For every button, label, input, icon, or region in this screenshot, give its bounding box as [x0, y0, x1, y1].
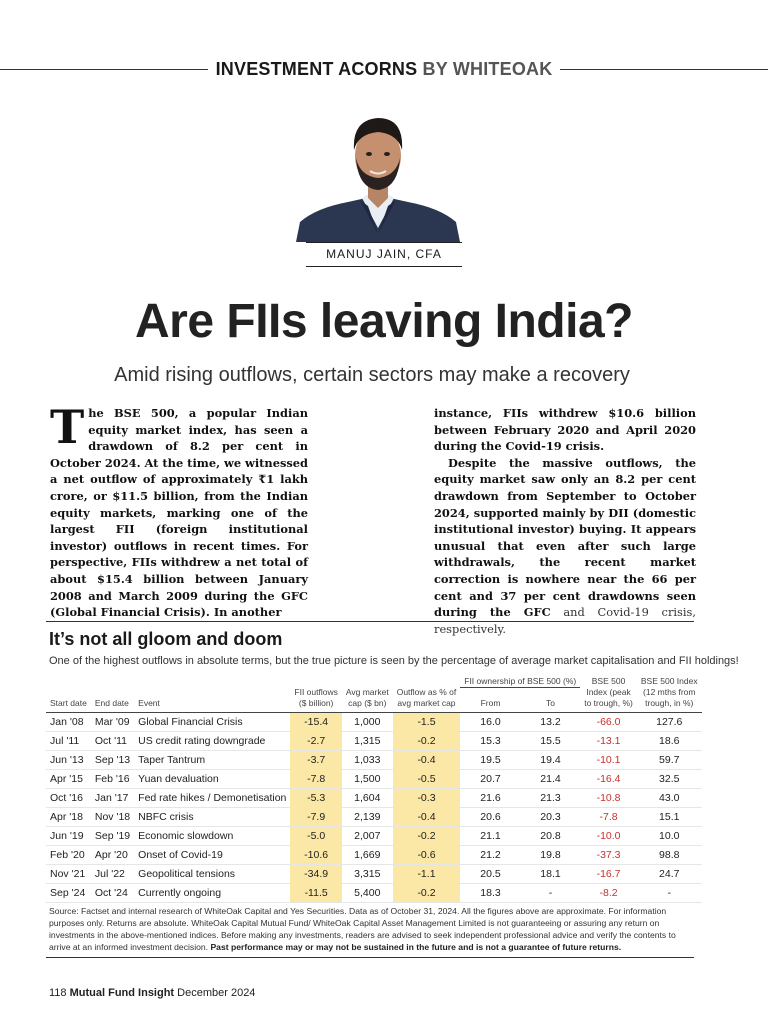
- fii-from-cell: 15.3: [480, 735, 501, 747]
- fii-to-cell: 20.8: [540, 830, 561, 842]
- avg-mcap-cell: 2,007: [354, 830, 381, 842]
- fii-from-cell: 20.6: [480, 811, 501, 823]
- header-bse-12m: (12 mths from trough, in %): [643, 687, 696, 708]
- outflow-pct-cell: -1.5: [393, 713, 461, 732]
- bse-12m-return-cell: 18.6: [659, 735, 680, 747]
- bse-drawdown-cell: -37.3: [596, 849, 621, 861]
- end-date-cell: Sep '19: [94, 830, 131, 842]
- article-subhead: Amid rising outflows, certain sectors may make a recovery: [114, 364, 630, 386]
- column-series: INVESTMENT ACORNS: [215, 58, 418, 79]
- disclaimer-bold: Past performance may or may not be sustained in the future and is not a guarantee of future returns.: [210, 942, 622, 952]
- start-date-cell: Sep '24: [50, 887, 86, 899]
- bse-12m-return-cell: 24.7: [659, 868, 680, 880]
- event-cell: Yuan devaluation: [138, 773, 219, 785]
- event-cell: US credit rating downgrade: [138, 735, 266, 747]
- fii-outflow-cell: -11.5: [290, 884, 341, 903]
- bse-drawdown-cell: -10.0: [596, 830, 621, 842]
- fii-outflow-cell: -2.7: [290, 732, 341, 751]
- section-header: [0, 57, 768, 81]
- outflow-pct-cell: -0.4: [393, 808, 461, 827]
- fii-to-cell: -: [548, 887, 553, 899]
- page-footer: [49, 987, 255, 999]
- end-date-cell: Apr '20: [94, 849, 128, 861]
- header-from: From: [480, 698, 501, 708]
- fii-from-cell: 20.7: [480, 773, 501, 785]
- body-paragraph-2: [434, 455, 696, 638]
- article-headline: Are FIIs leaving India?: [135, 295, 633, 348]
- avg-mcap-cell: 5,400: [354, 887, 381, 899]
- event-cell: Economic slowdown: [138, 830, 234, 842]
- body-column-right: [434, 405, 696, 637]
- table-title: It’s not all gloom and doom: [49, 629, 283, 649]
- end-date-cell: Sep '13: [94, 754, 131, 766]
- end-date-cell: Jul '22: [94, 868, 125, 880]
- footer-rule: [46, 957, 694, 958]
- publication-name: Mutual Fund Insight: [69, 987, 175, 999]
- header-fii-outflows: FII outflows ($ billion): [294, 687, 338, 708]
- header-start-date: Start date: [50, 698, 87, 708]
- header-rule-left: [0, 69, 208, 70]
- header-bse-12m-1: BSE 500 Index: [640, 676, 698, 686]
- fii-outflow-table: [46, 673, 702, 903]
- bse-12m-return-cell: -: [667, 887, 671, 899]
- table-row: [46, 789, 702, 808]
- event-cell: NBFC crisis: [138, 811, 194, 823]
- body-text-right-tail: and Covid-19 crisis, respectively.: [434, 605, 696, 636]
- table-row: [46, 713, 702, 732]
- end-date-cell: Nov '18: [94, 811, 131, 823]
- start-date-cell: Jul '11: [50, 735, 80, 747]
- body-text-left: he BSE 500, a popular Indian equity market index, has seen a drawdown of 8.2 per cent in October 2024. At the time, we witnessed a net outflow of approximately ₹1 lakh crore, or $11.5 billion, from the Indian equity markets, marking one of the largest FII (foreign institutional investor) outflows in recent times. For perspective, FIIs withdrew a net total of about $15.4 billion between January 2008 and March 2009 during the GFC (Global Financial Crisis). In another: [50, 406, 308, 620]
- fii-to-cell: 18.1: [540, 868, 561, 880]
- bse-drawdown-cell: -16.4: [596, 773, 621, 785]
- end-date-cell: Oct '11: [94, 735, 128, 747]
- outflow-pct-cell: -0.5: [393, 770, 461, 789]
- start-date-cell: Oct '16: [50, 792, 83, 804]
- body-text-right: Despite the massive outflows, the equity market saw only an 8.2 per cent drawdown from September to October 2024, supported mainly by DII (domestic institutional investor) buying. It appears unusual that even after such large withdrawals, the recent market correction is nowhere near the 66 per cent and 37 per cent drawdowns seen during the GFC: [434, 455, 696, 620]
- fii-outflow-cell: -5.0: [290, 827, 341, 846]
- fii-to-cell: 21.4: [540, 773, 561, 785]
- bse-drawdown-cell: -7.8: [599, 811, 618, 823]
- fii-to-cell: 13.2: [540, 716, 561, 728]
- column-title: [208, 59, 561, 80]
- fii-outflow-cell: -3.7: [290, 751, 341, 770]
- avg-mcap-cell: 1,669: [354, 849, 381, 861]
- table-row: [46, 884, 702, 903]
- start-date-cell: Apr '18: [50, 811, 83, 823]
- header-bse-index: Index (peak to trough, %): [584, 687, 633, 708]
- avg-mcap-cell: 1,315: [354, 735, 381, 747]
- fii-outflow-cell: -34.9: [290, 865, 341, 884]
- author-rule-bottom: [306, 266, 462, 267]
- fii-to-cell: 21.3: [540, 792, 561, 804]
- fii-from-cell: 16.0: [480, 716, 501, 728]
- fii-outflow-cell: -5.3: [290, 789, 341, 808]
- bse-12m-return-cell: 127.6: [656, 716, 683, 728]
- bse-drawdown-cell: -16.7: [596, 868, 621, 880]
- drop-cap: T: [50, 400, 85, 454]
- bse-12m-return-cell: 32.5: [659, 773, 680, 785]
- table-row: [46, 751, 702, 770]
- header-rule-right: [560, 69, 768, 70]
- author-rule-top: [306, 242, 462, 243]
- table-row: [46, 770, 702, 789]
- fii-ownership-header: FII ownership of BSE 500 (%): [460, 673, 580, 687]
- start-date-cell: Jun '13: [50, 754, 84, 766]
- end-date-cell: Jan '17: [94, 792, 129, 804]
- bse-drawdown-cell: -13.1: [596, 735, 621, 747]
- table-row: [46, 846, 702, 865]
- avg-mcap-cell: 1,000: [354, 716, 381, 728]
- fii-outflow-cell: -15.4: [290, 713, 341, 732]
- table-row: [46, 808, 702, 827]
- fii-to-cell: 19.8: [540, 849, 561, 861]
- end-date-cell: Mar '09: [94, 716, 130, 728]
- event-cell: Geopolitical tensions: [138, 868, 236, 880]
- outflow-pct-cell: -1.1: [393, 865, 461, 884]
- bse-drawdown-cell: -10.8: [596, 792, 621, 804]
- avg-mcap-cell: 1,604: [354, 792, 381, 804]
- fii-from-cell: 21.1: [480, 830, 501, 842]
- event-cell: Global Financial Crisis: [138, 716, 243, 728]
- page-number: 118: [49, 987, 67, 999]
- bse-12m-return-cell: 59.7: [659, 754, 680, 766]
- fii-outflow-cell: -10.6: [290, 846, 341, 865]
- bse-drawdown-cell: -8.2: [599, 887, 618, 899]
- body-paragraph-1: instance, FIIs withdrew $10.6 billion between February 2020 and April 2020 during the Covid-19 crisis.: [434, 406, 696, 454]
- event-cell: Onset of Covid-19: [138, 849, 223, 861]
- author-portrait: [296, 110, 460, 242]
- end-date-cell: Feb '16: [94, 773, 130, 785]
- header-avg-mcap: Avg market cap ($ bn): [345, 687, 389, 708]
- header-outflow-pct: Outflow as % of avg market cap: [396, 687, 457, 708]
- author-name: MANUJ JAIN, CFA: [326, 247, 442, 261]
- outflow-pct-cell: -0.2: [393, 827, 461, 846]
- start-date-cell: Nov '21: [50, 868, 86, 880]
- start-date-cell: Feb '20: [50, 849, 85, 861]
- bse-drawdown-cell: -10.1: [596, 754, 621, 766]
- fii-to-cell: 19.4: [540, 754, 561, 766]
- bse-12m-return-cell: 15.1: [659, 811, 680, 823]
- issue-date: December 2024: [177, 987, 256, 999]
- body-paragraph: [50, 400, 308, 621]
- event-cell: Currently ongoing: [138, 887, 222, 899]
- outflow-pct-cell: -0.3: [393, 789, 461, 808]
- fii-to-cell: 15.5: [540, 735, 561, 747]
- fii-from-cell: 21.2: [480, 849, 501, 861]
- fii-from-cell: 19.5: [480, 754, 501, 766]
- avg-mcap-cell: 3,315: [354, 868, 381, 880]
- source-text: Source: Factset and internal research of WhiteOak Capital and Yes Securities. Data as of October 31, 2024. All the figures above are approximate. For information purposes only. Returns are absolute. WhiteOak Capital Mutual Fund/ WhiteOak Capital Asset Management Limited is not guaranteeing or assuring any return on investments in the above-mentioned indices. Before making any investments, readers are advised to seek independent professional advice and verify the contents to arrive at an informed investment decision.: [49, 906, 676, 952]
- header-event: Event: [138, 698, 160, 708]
- fii-to-cell: 20.3: [540, 811, 561, 823]
- bse-12m-return-cell: 43.0: [659, 792, 680, 804]
- start-date-cell: Jan '08: [50, 716, 84, 728]
- fii-outflow-cell: -7.8: [290, 770, 341, 789]
- outflow-pct-cell: -0.4: [393, 751, 461, 770]
- end-date-cell: Oct '24: [94, 887, 128, 899]
- section-rule: [46, 621, 694, 622]
- table-row: [46, 827, 702, 846]
- start-date-cell: Jun '19: [50, 830, 84, 842]
- header-to: To: [546, 698, 555, 708]
- bse-12m-return-cell: 98.8: [659, 849, 680, 861]
- table-row: [46, 732, 702, 751]
- bse-drawdown-cell: -66.0: [596, 716, 621, 728]
- source-note: [49, 905, 695, 953]
- event-cell: Taper Tantrum: [138, 754, 206, 766]
- fii-from-cell: 18.3: [480, 887, 501, 899]
- table-subtitle: One of the highest outflows in absolute terms, but the true picture is seen by the percentage of average market capitalisation and FII holdings!: [49, 655, 739, 667]
- fii-outflow-cell: -7.9: [290, 808, 341, 827]
- start-date-cell: Apr '15: [50, 773, 83, 785]
- body-column-left: [50, 400, 308, 621]
- fii-from-cell: 21.6: [480, 792, 501, 804]
- avg-mcap-cell: 2,139: [354, 811, 381, 823]
- header-end-date: End date: [94, 698, 129, 708]
- event-cell: Fed rate hikes / Demonetisation: [138, 792, 287, 804]
- header-bse-index-1: BSE 500: [591, 676, 626, 686]
- outflow-pct-cell: -0.2: [393, 884, 461, 903]
- outflow-pct-cell: -0.2: [393, 732, 461, 751]
- bse-12m-return-cell: 10.0: [659, 830, 680, 842]
- column-brand: BY WHITEOAK: [422, 58, 553, 79]
- avg-mcap-cell: 1,500: [354, 773, 381, 785]
- avg-mcap-cell: 1,033: [354, 754, 381, 766]
- table-row: [46, 865, 702, 884]
- outflow-pct-cell: -0.6: [393, 846, 461, 865]
- fii-from-cell: 20.5: [480, 868, 501, 880]
